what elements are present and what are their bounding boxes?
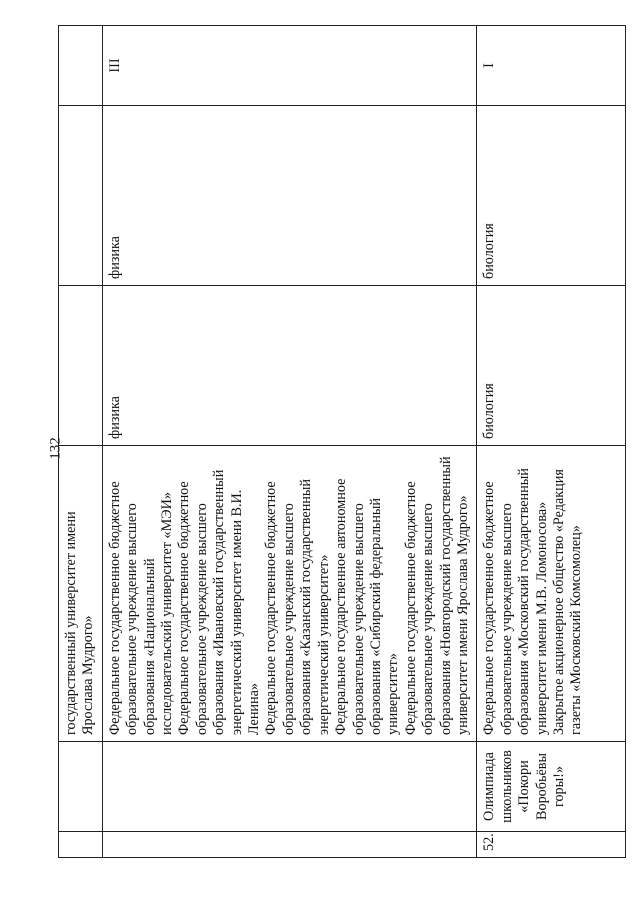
- organizer-list: [477, 446, 626, 742]
- olympiad-name: [102, 742, 477, 832]
- page-number: 132: [47, 437, 64, 460]
- table-row: [102, 26, 477, 858]
- table-row: [477, 26, 626, 858]
- organizer-item: Федеральное государственное автономное образовательное учреждение высшего образования «Сибирский федеральный университет»: [333, 478, 402, 735]
- profile-cell: физика: [102, 286, 477, 446]
- organizer-item: Закрытое акционерное общество «Редакция газеты «Московский Комсомолец»: [550, 469, 585, 735]
- rotated-table-wrapper: [58, 26, 585, 858]
- olympiad-table: [58, 25, 626, 858]
- organizer-item: Федеральное государственное бюджетное образовательное учреждение высшего образования «Казанский государственный энергетический университет»: [263, 478, 332, 735]
- level-cell: I: [477, 26, 626, 106]
- table-row: [59, 26, 103, 858]
- row-number: [102, 832, 477, 858]
- organizer-item: Федеральное государственное бюджетное образовательное учреждение высшего образования «Национальный исследовательский университет «МЭИ»: [106, 481, 176, 735]
- organizer-item: Федеральное государственное бюджетное образовательное учреждение высшего образования «Ивановский государственный энергетический университет имени В.И. Ленина»: [176, 469, 263, 735]
- row-number: 52.: [477, 832, 626, 858]
- organizer-item: Федеральное государственное бюджетное образовательное учреждение высшего образования «Московский государственный университет имени М.В. Ломоносова»: [481, 468, 550, 735]
- subject-cell: [59, 106, 103, 286]
- profile-cell: биология: [477, 286, 626, 446]
- level-cell: III: [102, 26, 477, 106]
- organizer-list: [59, 446, 103, 742]
- level-cell: [59, 26, 103, 106]
- subject-cell: биология: [477, 106, 626, 286]
- organizer-item: Федеральное государственное бюджетное образовательное учреждение высшего образования «Новгородский государственный университет имени Ярослава Мудрого»: [402, 456, 471, 735]
- organizer-item: государственный университет имени Ярослава Мудрого»: [63, 511, 97, 735]
- olympiad-name: Олимпиада школьников «Покори Воробьёвы горы!»: [477, 742, 626, 832]
- row-number: [59, 832, 103, 858]
- olympiad-name: [59, 742, 103, 832]
- organizer-list: [102, 446, 477, 742]
- profile-cell: [59, 286, 103, 446]
- subject-cell: физика: [102, 106, 477, 286]
